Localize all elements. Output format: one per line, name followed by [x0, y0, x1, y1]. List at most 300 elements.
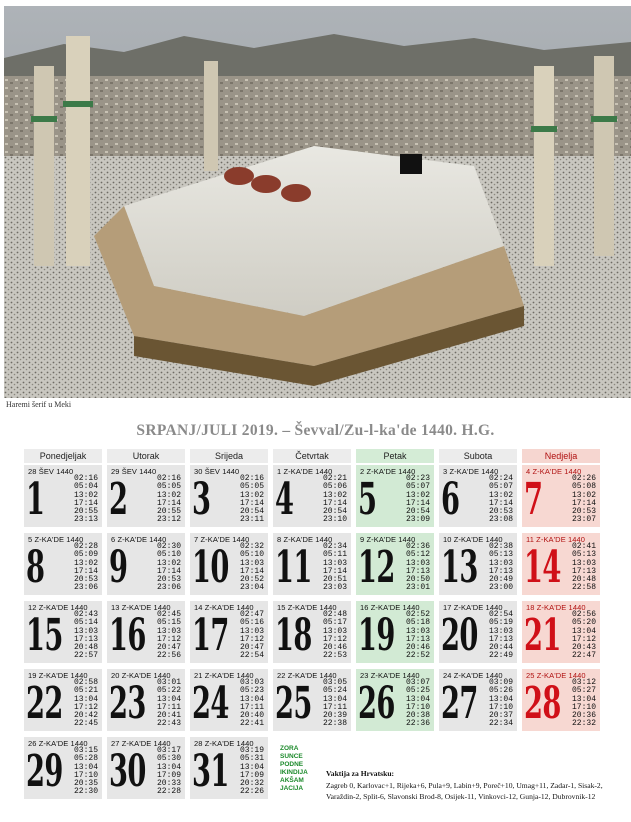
prayer-time: 23:12 [156, 515, 181, 525]
prayer-time: 20:32 [239, 779, 264, 789]
prayer-legend [280, 745, 320, 793]
vaktija-title: Vaktija za Hrvatsku: [326, 769, 395, 778]
day-cell [107, 737, 185, 799]
prayer-time: 02:16 [239, 474, 264, 483]
prayer-time: 17:11 [322, 702, 347, 712]
prayer-time: 20:51 [322, 575, 347, 585]
prayer-times [230, 679, 264, 729]
prayer-time: 17:12 [156, 634, 181, 644]
prayer-time: 03:05 [322, 678, 347, 687]
prayer-time: 20:46 [322, 643, 347, 653]
prayer-time: 23:11 [239, 515, 264, 525]
day-number: 4 [275, 474, 294, 525]
vaktija-line-2: Varaždin-2, Split-6, Slavonski Brod-8, Osijek-11, Vinkovci-12, Gunja-12, Dubrovnik-12 [326, 792, 596, 801]
day-number: 18 [275, 610, 312, 661]
prayer-time: 05:20 [571, 618, 596, 628]
hijri-date: 15 Z-KA'DE 1440 [277, 603, 337, 612]
prayer-time: 02:21 [322, 474, 347, 483]
prayer-time: 17:12 [239, 634, 264, 644]
prayer-time: 05:13 [488, 550, 513, 560]
prayer-time: 23:09 [405, 515, 430, 525]
prayer-time: 05:27 [571, 686, 596, 696]
prayer-time: 20:48 [73, 643, 98, 653]
prayer-time: 05:24 [322, 686, 347, 696]
prayer-time: 03:12 [571, 678, 596, 687]
prayer-time: 05:10 [156, 550, 181, 560]
prayer-time: 05:05 [239, 482, 264, 492]
prayer-time: 20:42 [73, 711, 98, 721]
prayer-time: 02:41 [571, 542, 596, 551]
prayer-times [396, 475, 430, 525]
day-cell [273, 533, 351, 595]
prayer-times [396, 543, 430, 593]
hijri-date: 28 Z-KA'DE 1440 [194, 739, 254, 748]
day-cell [356, 601, 434, 663]
day-number: 31 [192, 746, 229, 797]
prayer-time: 02:54 [488, 610, 513, 619]
prayer-time: 20:33 [156, 779, 181, 789]
prayer-time: 20:50 [405, 575, 430, 585]
prayer-time: 20:55 [73, 507, 98, 517]
hijri-date: 20 Z-KA'DE 1440 [111, 671, 171, 680]
prayer-times [479, 475, 513, 525]
prayer-times [64, 543, 98, 593]
prayer-time: 17:14 [156, 566, 181, 576]
prayer-time: 20:49 [488, 575, 513, 585]
day-number: 26 [358, 678, 395, 729]
day-cell [273, 669, 351, 731]
day-number: 29 [26, 746, 63, 797]
day-cell [107, 533, 185, 595]
prayer-time: 02:16 [73, 474, 98, 483]
prayer-time: 05:09 [73, 550, 98, 560]
prayer-time: 22:32 [571, 719, 596, 729]
prayer-time: 17:12 [322, 634, 347, 644]
prayer-time: 22:52 [405, 651, 430, 661]
prayer-time: 13:03 [239, 558, 264, 568]
prayer-time: 02:48 [322, 610, 347, 619]
weekday-friday: Petak [356, 449, 434, 463]
prayer-time: 02:43 [73, 610, 98, 619]
hijri-date: 19 Z-KA'DE 1440 [28, 671, 88, 680]
prayer-time: 13:04 [571, 626, 596, 636]
hijri-date: 13 Z-KA'DE 1440 [111, 603, 171, 612]
prayer-time: 17:13 [488, 566, 513, 576]
prayer-time: 13:04 [322, 694, 347, 704]
day-cell [522, 465, 600, 527]
hijri-date: 21 Z-KA'DE 1440 [194, 671, 254, 680]
day-cell [356, 669, 434, 731]
prayer-time: 17:10 [405, 702, 430, 712]
day-cell [356, 533, 434, 595]
prayer-time: 13:03 [73, 626, 98, 636]
day-cell [190, 533, 268, 595]
day-number: 13 [441, 542, 478, 593]
hijri-date: 3 Z-KA'DE 1440 [443, 467, 499, 476]
prayer-time: 05:11 [322, 550, 347, 560]
prayer-time: 02:32 [239, 542, 264, 551]
prayer-time: 05:19 [488, 618, 513, 628]
day-number: 27 [441, 678, 478, 729]
prayer-times [64, 611, 98, 661]
prayer-time: 23:08 [488, 515, 513, 525]
prayer-time: 02:34 [322, 542, 347, 551]
prayer-time: 13:03 [322, 626, 347, 636]
weekday-tuesday: Utorak [107, 449, 185, 463]
prayer-time: 05:05 [156, 482, 181, 492]
prayer-times [147, 611, 181, 661]
prayer-time: 22:45 [73, 719, 98, 729]
prayer-time: 17:14 [571, 498, 596, 508]
day-cell [522, 533, 600, 595]
vaktija-line-1: Zagreb 0, Karlovac+1, Rijeka+6, Pula+9, Labin+9, Poreč+10, Umag+11, Zadar-1, Sisak-2, [326, 780, 603, 790]
day-number: 15 [26, 610, 63, 661]
prayer-time: 20:36 [571, 711, 596, 721]
prayer-time: 02:30 [156, 542, 181, 551]
prayer-time: 05:21 [73, 686, 98, 696]
prayer-time: 05:12 [405, 550, 430, 560]
day-cell [439, 533, 517, 595]
prayer-time: 13:03 [322, 558, 347, 568]
day-cell [439, 601, 517, 663]
weekday-thursday: Četvrtak [273, 449, 351, 463]
prayer-time: 22:30 [73, 787, 98, 797]
day-cell [190, 737, 268, 799]
prayer-time: 02:52 [405, 610, 430, 619]
day-number: 16 [109, 610, 146, 661]
prayer-time: 02:58 [73, 678, 98, 687]
prayer-time: 13:04 [239, 762, 264, 772]
prayer-time: 17:13 [488, 634, 513, 644]
legend-sunce: SUNCE [280, 753, 303, 760]
prayer-time: 05:22 [156, 686, 181, 696]
weekday-wednesday: Srijeda [190, 449, 268, 463]
prayer-time: 17:14 [239, 566, 264, 576]
prayer-times [313, 475, 347, 525]
prayer-time: 13:04 [405, 694, 430, 704]
prayer-time: 22:36 [405, 719, 430, 729]
prayer-time: 03:19 [239, 746, 264, 755]
prayer-time: 20:46 [405, 643, 430, 653]
prayer-time: 13:03 [488, 626, 513, 636]
prayer-time: 13:03 [571, 558, 596, 568]
prayer-time: 22:28 [156, 787, 181, 797]
prayer-time: 03:03 [239, 678, 264, 687]
legend-podne: PODNE [280, 761, 304, 768]
prayer-times [479, 543, 513, 593]
prayer-time: 13:04 [73, 762, 98, 772]
day-number: 7 [524, 474, 543, 525]
day-cell [24, 465, 102, 527]
day-cell [522, 601, 600, 663]
day-cell [24, 601, 102, 663]
legend-ikindija: IKINDIJA [280, 769, 308, 776]
prayer-times [64, 747, 98, 797]
prayer-time: 02:45 [156, 610, 181, 619]
prayer-time: 13:04 [156, 694, 181, 704]
mecca-photo [4, 6, 631, 398]
prayer-time: 13:04 [571, 694, 596, 704]
hijri-date: 9 Z-KA'DE 1440 [360, 535, 416, 544]
weekday-saturday: Subota [439, 449, 517, 463]
hijri-date: 30 ŠEV 1440 [194, 467, 240, 476]
prayer-time: 13:02 [405, 490, 430, 500]
prayer-time: 13:02 [73, 558, 98, 568]
prayer-time: 22:54 [239, 651, 264, 661]
hijri-date: 27 Z-KA'DE 1440 [111, 739, 171, 748]
prayer-time: 20:35 [73, 779, 98, 789]
hijri-date: 5 Z-KA'DE 1440 [28, 535, 84, 544]
prayer-time: 22:58 [571, 583, 596, 593]
day-cell [356, 465, 434, 527]
day-number: 5 [358, 474, 377, 525]
day-number: 17 [192, 610, 229, 661]
prayer-time: 20:54 [239, 507, 264, 517]
prayer-time: 20:54 [405, 507, 430, 517]
day-cell [24, 737, 102, 799]
prayer-time: 22:49 [488, 651, 513, 661]
legend-zora: ZORA [280, 745, 299, 752]
hijri-date: 29 ŠEV 1440 [111, 467, 157, 476]
prayer-time: 02:56 [571, 610, 596, 619]
prayer-time: 05:16 [239, 618, 264, 628]
prayer-times [562, 611, 596, 661]
hijri-date: 11 Z-KA'DE 1440 [526, 535, 586, 544]
prayer-time: 03:07 [405, 678, 430, 687]
prayer-time: 17:13 [571, 566, 596, 576]
prayer-times [64, 475, 98, 525]
day-number: 19 [358, 610, 395, 661]
prayer-time: 23:06 [156, 583, 181, 593]
prayer-time: 13:04 [488, 694, 513, 704]
day-cell [190, 465, 268, 527]
prayer-time: 20:48 [571, 575, 596, 585]
prayer-time: 22:43 [156, 719, 181, 729]
weekday-monday: Ponedjeljak [24, 449, 102, 463]
hijri-date: 1 Z-KA'DE 1440 [277, 467, 333, 476]
prayer-time: 20:54 [322, 507, 347, 517]
prayer-time: 17:14 [322, 498, 347, 508]
prayer-times [313, 679, 347, 729]
day-number: 30 [109, 746, 146, 797]
day-number: 11 [275, 542, 312, 593]
hijri-date: 25 Z-KA'DE 1440 [526, 671, 586, 680]
prayer-time: 05:15 [156, 618, 181, 628]
prayer-time: 17:14 [239, 498, 264, 508]
prayer-time: 22:57 [73, 651, 98, 661]
prayer-time: 02:36 [405, 542, 430, 551]
prayer-time: 13:02 [488, 490, 513, 500]
prayer-time: 20:43 [571, 643, 596, 653]
prayer-time: 13:02 [322, 490, 347, 500]
prayer-time: 13:04 [239, 694, 264, 704]
prayer-time: 05:30 [156, 754, 181, 764]
day-number: 2 [109, 474, 128, 525]
day-cell [522, 669, 600, 731]
prayer-time: 03:01 [156, 678, 181, 687]
prayer-times [562, 679, 596, 729]
vaktija-note [326, 768, 626, 803]
prayer-time: 13:02 [73, 490, 98, 500]
day-cell [439, 465, 517, 527]
prayer-times [396, 611, 430, 661]
prayer-time: 20:53 [156, 575, 181, 585]
prayer-time: 17:14 [322, 566, 347, 576]
photo-caption: Haremi šerif u Meki [6, 400, 72, 409]
prayer-time: 17:11 [156, 702, 181, 712]
prayer-time: 22:26 [239, 787, 264, 797]
prayer-time: 13:02 [571, 490, 596, 500]
prayer-time: 23:00 [488, 583, 513, 593]
prayer-time: 17:09 [239, 770, 264, 780]
prayer-time: 17:09 [156, 770, 181, 780]
prayer-times [147, 679, 181, 729]
prayer-time: 03:15 [73, 746, 98, 755]
prayer-time: 05:08 [571, 482, 596, 492]
prayer-time: 05:28 [73, 754, 98, 764]
prayer-times [147, 543, 181, 593]
prayer-time: 23:07 [571, 515, 596, 525]
prayer-time: 02:28 [73, 542, 98, 551]
prayer-time: 05:13 [571, 550, 596, 560]
prayer-times [313, 543, 347, 593]
day-cell [107, 465, 185, 527]
prayer-time: 22:53 [322, 651, 347, 661]
prayer-times [230, 747, 264, 797]
prayer-times [562, 543, 596, 593]
prayer-time: 20:38 [405, 711, 430, 721]
prayer-time: 17:13 [73, 634, 98, 644]
hijri-date: 2 Z-KA'DE 1440 [360, 467, 416, 476]
prayer-time: 22:47 [571, 651, 596, 661]
prayer-time: 02:23 [405, 474, 430, 483]
legend-aksam: AKŠAM [280, 777, 304, 784]
day-number: 20 [441, 610, 478, 661]
prayer-times [230, 611, 264, 661]
prayer-time: 23:04 [239, 583, 264, 593]
prayer-time: 17:10 [571, 702, 596, 712]
prayer-time: 05:14 [73, 618, 98, 628]
legend-jacija: JACIJA [280, 785, 304, 792]
day-cell [190, 601, 268, 663]
prayer-time: 22:38 [322, 719, 347, 729]
prayer-time: 20:47 [239, 643, 264, 653]
prayer-times [313, 611, 347, 661]
prayer-times [147, 747, 181, 797]
prayer-times [230, 475, 264, 525]
hijri-date: 10 Z-KA'DE 1440 [443, 535, 503, 544]
day-cell [107, 669, 185, 731]
hijri-date: 7 Z-KA'DE 1440 [194, 535, 250, 544]
calendar-title: SRPANJ/JULI 2019. – Ševval/Zu-l-ka'de 1440. H.G. [136, 422, 495, 439]
prayer-time: 13:03 [156, 626, 181, 636]
hijri-date: 28 ŠEV 1440 [28, 467, 74, 476]
prayer-time: 05:06 [322, 482, 347, 492]
day-cell [273, 465, 351, 527]
prayer-time: 22:34 [488, 719, 513, 729]
hijri-date: 23 Z-KA'DE 1440 [360, 671, 420, 680]
hijri-date: 4 Z-KA'DE 1440 [526, 467, 582, 476]
day-number: 10 [192, 542, 229, 593]
prayer-time: 23:03 [322, 583, 347, 593]
prayer-time: 17:12 [73, 702, 98, 712]
prayer-time: 17:14 [405, 498, 430, 508]
prayer-time: 13:03 [405, 626, 430, 636]
hijri-date: 26 Z-KA'DE 1440 [28, 739, 88, 748]
prayer-time: 05:04 [73, 482, 98, 492]
prayer-time: 05:23 [239, 686, 264, 696]
day-number: 1 [26, 474, 45, 525]
prayer-time: 17:14 [488, 498, 513, 508]
prayer-time: 17:14 [73, 566, 98, 576]
day-cell [24, 533, 102, 595]
prayer-time: 05:07 [488, 482, 513, 492]
prayer-time: 13:03 [405, 558, 430, 568]
prayer-time: 17:11 [239, 702, 264, 712]
prayer-time: 20:37 [488, 711, 513, 721]
day-number: 24 [192, 678, 229, 729]
prayer-time: 02:24 [488, 474, 513, 483]
prayer-time: 20:44 [488, 643, 513, 653]
prayer-time: 05:10 [239, 550, 264, 560]
prayer-time: 17:12 [571, 634, 596, 644]
prayer-time: 17:10 [488, 702, 513, 712]
prayer-times [479, 679, 513, 729]
day-number: 25 [275, 678, 312, 729]
prayer-time: 05:31 [239, 754, 264, 764]
prayer-time: 02:38 [488, 542, 513, 551]
prayer-time: 13:04 [156, 762, 181, 772]
hijri-date: 8 Z-KA'DE 1440 [277, 535, 333, 544]
prayer-times [479, 611, 513, 661]
prayer-time: 23:01 [405, 583, 430, 593]
prayer-time: 17:14 [156, 498, 181, 508]
day-number: 21 [524, 610, 561, 661]
hijri-date: 17 Z-KA'DE 1440 [443, 603, 503, 612]
prayer-time: 20:41 [156, 711, 181, 721]
hijri-date: 14 Z-KA'DE 1440 [194, 603, 254, 612]
hijri-date: 16 Z-KA'DE 1440 [360, 603, 420, 612]
prayer-time: 13:04 [73, 694, 98, 704]
prayer-time: 20:52 [239, 575, 264, 585]
prayer-time: 05:07 [405, 482, 430, 492]
hijri-date: 6 Z-KA'DE 1440 [111, 535, 167, 544]
prayer-time: 17:13 [405, 634, 430, 644]
prayer-time: 20:53 [571, 507, 596, 517]
day-number: 9 [109, 542, 128, 593]
prayer-time: 05:17 [322, 618, 347, 628]
prayer-time: 13:02 [239, 490, 264, 500]
prayer-time: 05:18 [405, 618, 430, 628]
prayer-time: 02:26 [571, 474, 596, 483]
prayer-time: 17:14 [73, 498, 98, 508]
prayer-time: 22:41 [239, 719, 264, 729]
prayer-times [64, 679, 98, 729]
prayer-time: 23:13 [73, 515, 98, 525]
prayer-time: 22:56 [156, 651, 181, 661]
day-number: 28 [524, 678, 561, 729]
day-number: 6 [441, 474, 460, 525]
day-cell [190, 669, 268, 731]
prayer-time: 20:39 [322, 711, 347, 721]
prayer-time: 05:25 [405, 686, 430, 696]
prayer-time: 02:16 [156, 474, 181, 483]
prayer-times [230, 543, 264, 593]
prayer-time: 13:03 [239, 626, 264, 636]
day-cell [107, 601, 185, 663]
day-number: 14 [524, 542, 561, 593]
prayer-time: 20:55 [156, 507, 181, 517]
